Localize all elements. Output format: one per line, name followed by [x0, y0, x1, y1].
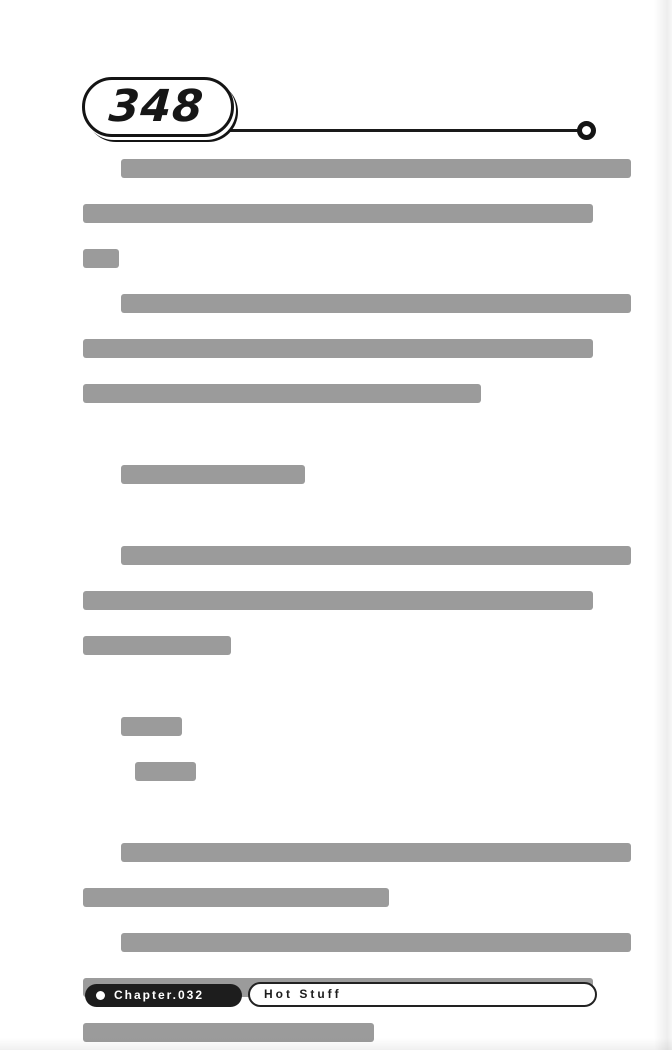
redacted-text-line: [83, 717, 593, 753]
redacted-text-line: [83, 762, 593, 798]
redacted-text-bar: [83, 204, 593, 223]
chapter-label: Chapter.032: [114, 988, 205, 1002]
redacted-text-line: [83, 204, 593, 240]
redacted-text-line: [83, 465, 593, 501]
ring-icon: [577, 121, 596, 140]
body-text: [83, 150, 593, 1059]
redacted-text-bar: [121, 546, 631, 565]
blank-line: [83, 501, 593, 537]
redacted-text-bar: [121, 843, 631, 862]
redacted-text-bar: [83, 591, 593, 610]
dot-icon: [96, 991, 105, 1000]
redacted-text-bar: [121, 465, 305, 484]
redacted-text-bar: [83, 339, 593, 358]
book-title-label: Hot Stuff: [264, 987, 342, 1001]
redacted-text-bar: [121, 159, 631, 178]
page-number: 348: [106, 81, 206, 132]
redacted-text-bar: [135, 762, 196, 781]
redacted-text-line: [83, 384, 593, 420]
page-edge-shadow-right: [654, 0, 672, 1050]
blank-line: [83, 672, 593, 708]
page-footer: [0, 980, 672, 1010]
redacted-text-line: [83, 546, 593, 582]
redacted-text-line: [83, 294, 593, 330]
redacted-text-bar: [83, 249, 119, 268]
redacted-text-line: [83, 933, 593, 969]
redacted-text-line: [83, 843, 593, 879]
redacted-text-bar: [83, 888, 389, 907]
header-rule: [230, 129, 586, 132]
blank-line: [83, 420, 593, 456]
redacted-text-line: [83, 591, 593, 627]
redacted-text-line: [83, 339, 593, 375]
chapter-pill: [85, 984, 242, 1007]
redacted-text-bar: [83, 384, 481, 403]
redacted-text-line: [83, 888, 593, 924]
redacted-text-bar: [121, 294, 631, 313]
page-number-badge: [82, 77, 234, 137]
redacted-text-line: [83, 636, 593, 672]
redacted-text-bar: [121, 717, 182, 736]
blank-line: [83, 798, 593, 834]
redacted-text-line: [83, 1023, 593, 1059]
redacted-text-bar: [121, 933, 631, 952]
book-title-pill: [248, 982, 597, 1007]
redacted-text-bar: [83, 636, 231, 655]
redacted-text-line: [83, 159, 593, 195]
redacted-text-bar: [83, 1023, 374, 1042]
redacted-text-line: [83, 249, 593, 285]
